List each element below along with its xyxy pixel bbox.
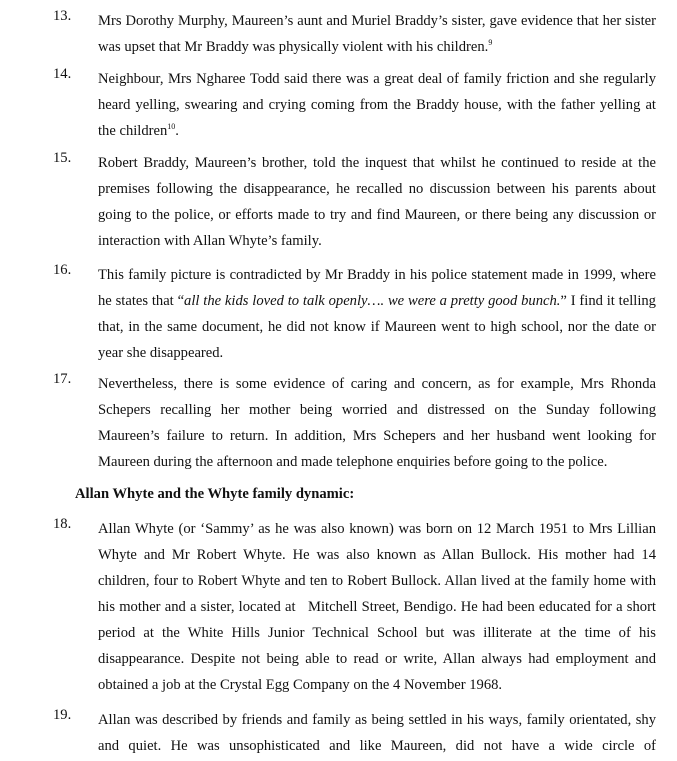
paragraph-18	[0, 516, 677, 698]
paragraph-19	[0, 707, 677, 759]
paragraph-text: Nevertheless, there is some evidence of caring and concern, as for example, Mrs Rhonda Schepers recalling her mother being worried and distressed on the Sunday following Maureen’s failure to return. In addition, Mrs Schepers and her husband went looking for Maureen during the afternoon and made telephone enquiries before going to the police.	[98, 376, 656, 470]
paragraph-text: Robert Braddy, Maureen’s brother, told the inquest that whilst he continued to reside at the premises following the disappearance, he recalled no discussion between his parents about going to the police, or efforts made to try and find Maureen, or there being any discussion or interaction with Allan Whyte’s family.	[98, 155, 656, 249]
section-heading: Allan Whyte and the Whyte family dynamic:	[75, 486, 355, 502]
paragraph-16	[0, 262, 677, 366]
quoted-statement: all the kids loved to talk openly…. we were a pretty good bunch.	[184, 293, 561, 309]
paragraph-number: 19.	[53, 707, 72, 723]
paragraph-text: Mrs Dorothy Murphy, Maureen’s aunt and Muriel Braddy’s sister, gave evidence that her sister was upset that Mr Braddy was physically violent with his children.$^9$	[98, 13, 656, 55]
paragraph-13	[0, 8, 677, 60]
paragraph-text: Neighbour, Mrs Ngharee Todd said there was a great deal of family friction and she regularly heard yelling, swearing and crying coming from the Braddy house, with the father yelling at the children$^{10}$.	[98, 71, 656, 139]
paragraph-number: 15.	[53, 150, 72, 166]
paragraph-number: 14.	[53, 66, 72, 82]
paragraph-number: 17.	[53, 371, 72, 387]
paragraph-number: 16.	[53, 262, 72, 278]
footnote-ref: 10	[167, 122, 176, 132]
paragraph-number: 13.	[53, 8, 72, 24]
paragraph-text: This family picture is contradicted by Mr Braddy in his police statement made in 1999, where he states that “all the kids loved to talk openly…. we were a pretty good bunch.” I find it telling that, in the same document, he did not know if Maureen went to high school, nor the date or year she disappeared.	[98, 267, 656, 361]
paragraph-text: Allan was described by friends and family as being settled in his ways, family orientated, shy and quiet. He was unsophisticated and like Maureen, did not have a wide circle of	[98, 712, 656, 754]
footnote-ref: 9	[488, 38, 493, 48]
paragraph-17	[0, 371, 677, 475]
paragraph-14	[0, 66, 677, 144]
paragraph-15	[0, 150, 677, 254]
paragraph-number: 18.	[53, 516, 72, 532]
paragraph-text: Allan Whyte (or ‘Sammy’ as he was also known) was born on 12 March 1951 to Mrs Lillian Whyte and Mr Robert Whyte. He was also known as Allan Bullock. His mother had 14 children, four to Robert Whyte and ten to Robert Bullock. Allan lived at the family home with his mother and a sister, located at Mitchell Street, Bendigo. He had been educated for a short period at the White Hills Junior Technical School but was illiterate at the time of his disappearance. Despite not being able to read or write, Allan always had employment and obtained a job at the Crystal Egg Company on the 4 November 1968.	[98, 521, 656, 693]
